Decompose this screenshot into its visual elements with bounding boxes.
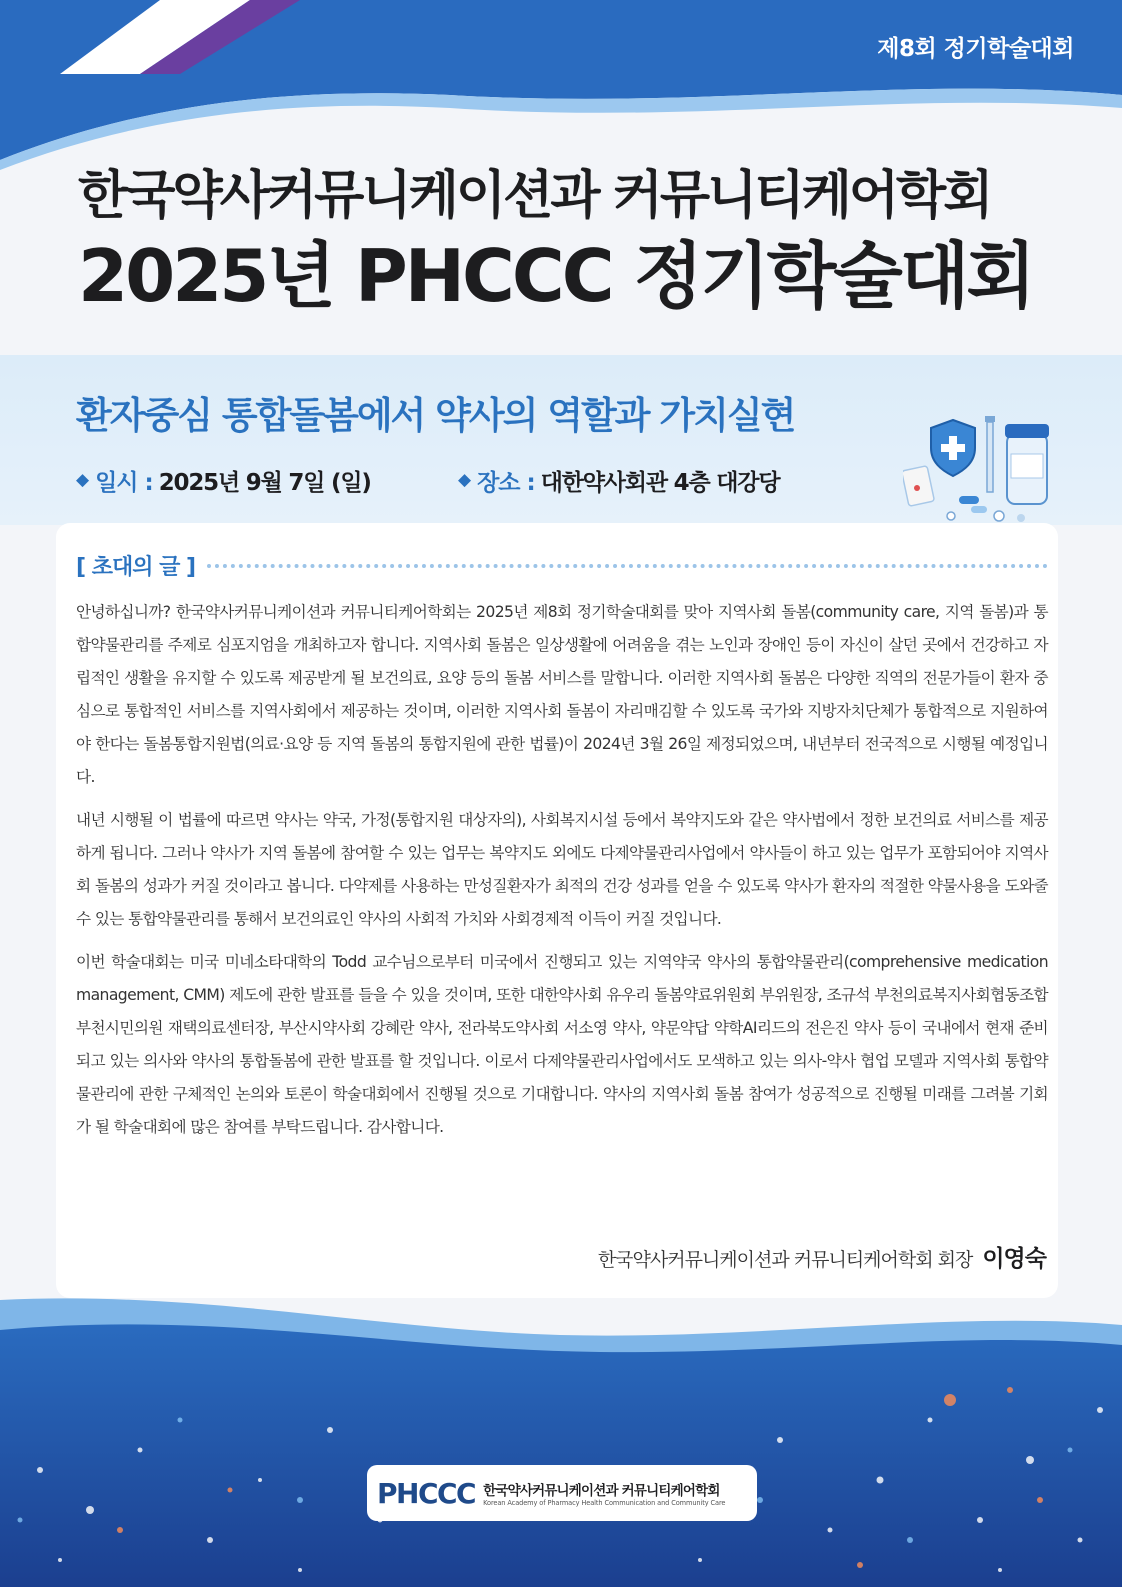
signature [598,1240,1046,1273]
logo-text [483,1479,725,1507]
edition-label: 제8회 정기학술대회 [877,36,1074,62]
signature-organization: 한국약사커뮤니케이션과 커뮤니티케어학회 회장 [597,1249,973,1271]
date-value: 2025년 9월 7일 (일) [158,469,371,496]
place-label: 장소 : [477,469,535,496]
invitation-title: [ 초대의 글 ] [76,554,196,580]
society-logo [367,1465,757,1521]
logo-name-english: Korean Academy of Pharmacy Health Communication and Community Care [483,1499,726,1507]
diamond-bullet-icon: ◆ [458,470,472,490]
invitation-paragraph: 이번 학술대회는 미국 미네소타대학의 Todd 교수님으로부터 미국에서 진행되고 있는 지역약국 약사의 통합약물관리(comprehensive medication management, CMM) 제도에 관한 발표를 들을 수 있을 것이며, 또한 대한약사회 유우리 돌봄약료위원회 부위원장, 조규석 부천의료복지사회협동조합 부천시민의원 재택의료센터장, 부산시약사회 강혜란 약사, 전라북도약사회 서소영 약사, 약문약답 약학AI리드의 전은진 약사 등이 국내에서 현재 준비되고 있는 의사와 약사의 통합돌봄에 관한 발표를 할 것입니다. 이로서 다제약물관리사업에서도 모색하고 있는 의사-약사 협업 모델과 지역사회 통합약물관리에 관한 구체적인 논의와 토론이 학술대회에서 진행될 것으로 기대합니다. 약사의 지역사회 돌봄 참여가 성공적으로 진행될 미래를 그려볼 기회가 될 학술대회에 많은 참여를 부탁드립니다. 감사합니다. [76,953,1048,1136]
logo-mark: PHCCC [377,1476,476,1510]
logo-name-korean: 한국약사커뮤니케이션과 커뮤니티케어학회 [483,1483,720,1499]
signature-name: 이영숙 [982,1246,1046,1272]
diamond-bullet-icon: ◆ [76,470,90,490]
top-wave-decoration [0,0,1122,170]
medicine-illustration-icon [903,412,1063,530]
event-date [76,462,371,498]
date-label: 일시 : [95,469,153,496]
invitation-heading [76,550,1048,580]
title-event-name: 2025년 PHCCC 정기학술대회 [78,234,1033,318]
dotted-divider [207,564,1048,570]
bottom-wave-decoration [0,1290,1122,1587]
invitation-body [76,596,1048,1154]
event-place [458,462,779,498]
invitation-paragraph: 안녕하십니까? 한국약사커뮤니케이션과 커뮤니티케어학회는 2025년 제8회 정기학술대회를 맞아 지역사회 돌봄(community care, 지역 돌봄)과 통합약물관리를 주제로 심포지엄을 개최하고자 합니다. 지역사회 돌봄은 일상생활에 어려움을 겪는 노인과 장애인 등이 자신이 살던 곳에서 건강하고 자립적인 생활을 유지할 수 있도록 제공받게 될 보건의료, 요양 등의 돌봄 서비스를 말합니다. 이러한 지역사회 돌봄은 다양한 직역의 전문가들이 환자 중심으로 통합적인 서비스를 지역사회에서 제공하는 것이며, 이러한 지역사회 돌봄이 자리매김할 수 있도록 국가와 지방자치단체가 통합적으로 지원하여야 한다는 돌봄통합지원법(의료·요양 등 지역 돌봄의 통합지원에 관한 법률)이 2024년 3월 26일 제정되었으며, 내년부터 전국적으로 시행될 예정입니다. [76,603,1048,786]
event-title [78,160,1058,320]
invitation-paragraph: 내년 시행될 이 법률에 따르면 약사는 약국, 가정(통합지원 대상자의), 사회복지시설 등에서 복약지도와 같은 약사법에서 정한 보건의료 서비스를 제공하게 됩니다. 그러나 약사가 지역 돌봄에 참여할 수 있는 업무는 복약지도 외에도 다제약물관리사업에서 약사들이 하고 있는 업무가 포함되어야 지역사회 돌봄의 성과가 커질 것이라고 봅니다. 다약제를 사용하는 만성질환자가 최적의 건강 성과를 얻을 수 있도록 약사가 환자의 적절한 약물사용을 도와줄 수 있는 통합약물관리를 통해서 보건의료인 약사의 사회적 가치와 사회경제적 이득이 커질 것입니다. [76,811,1048,928]
title-society-name: 한국약사커뮤니케이션과 커뮤니티케어학회 [78,166,991,226]
place-value: 대한약사회관 4층 대강당 [540,469,780,496]
event-theme: 환자중심 통합돌봄에서 약사의 역할과 가치실현 [76,394,795,437]
